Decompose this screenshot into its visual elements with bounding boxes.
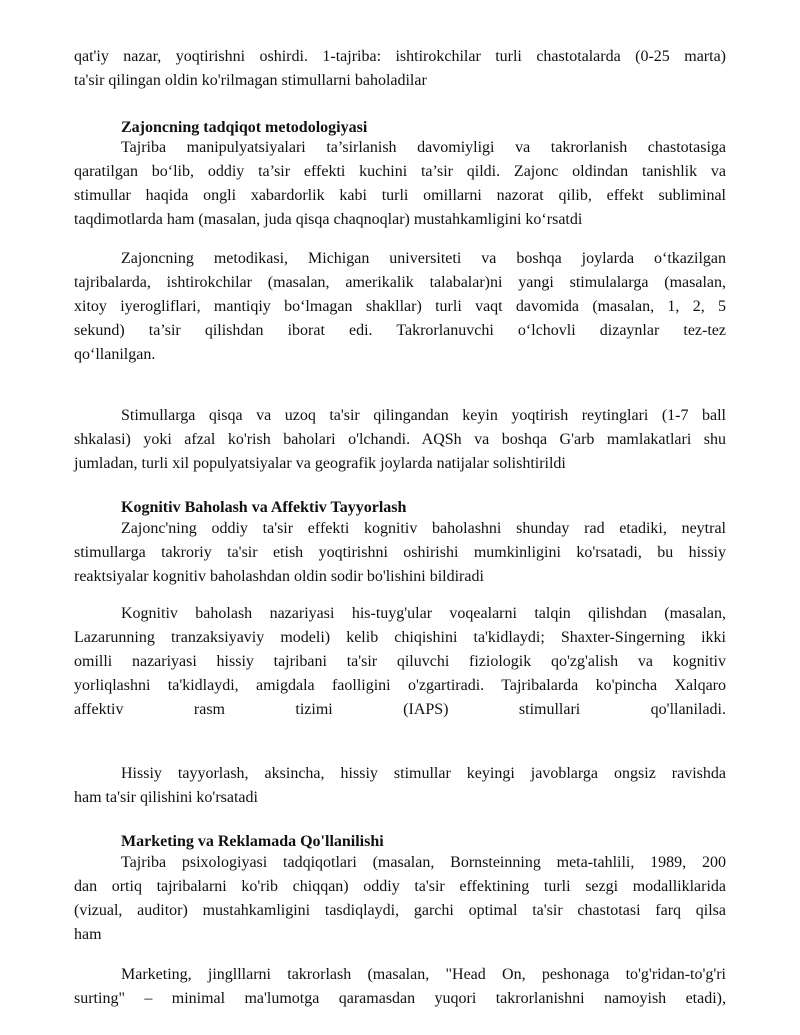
text-line: Zajoncning metodikasi, Michigan universiteti va boshqa joylarda o‘tkazilgan — [121, 250, 726, 267]
text-line: Zajonc'ning oddiy ta'sir effekti kognitiv baholashni shunday rad etadiki, neytral — [121, 520, 726, 537]
text-line: Stimullarga qisqa va uzoq ta'sir qilingandan keyin yoqtirish reytinglari (1-7 ball — [121, 407, 726, 424]
text-line: (vizual, auditor) mustahkamligini tasdiqlaydi, garchi optimal ta'sir chastotasi farq qilsa — [74, 902, 726, 919]
paragraph-affective-priming — [74, 762, 726, 810]
paragraph-methodology-3 — [74, 404, 726, 476]
text-line: stimullarga takroriy ta'sir etish yoqtirishni oshirishi mumkinligini ko'rsatadi, bu hissiy — [74, 544, 726, 561]
paragraph-experiment-1 — [74, 45, 726, 93]
text-line: taqdimotlarda ham (masalan, juda qisqa chaqnoqlar) mustahkamligini ko‘rsatdi — [74, 211, 583, 228]
text-line: Marketing, jinglllarni takrorlash (masalan, "Head On, peshonaga to'g'ridan-to'g'ri — [121, 966, 726, 983]
text-line: shkalasi) yoki afzal ko'rish baholari o'lchandi. AQSh va boshqa G'arb mamlakatlari shu — [74, 431, 726, 448]
section-heading-cognitive-appraisal: Kognitiv Baholash va Affektiv Tayyorlash — [121, 499, 407, 516]
text-line: qo‘llanilgan. — [74, 346, 156, 363]
section-heading-methodology: Zajoncning tadqiqot metodologiyasi — [121, 119, 368, 136]
text-line: Hissiy tayyorlash, aksincha, hissiy stimullar keyingi javoblarga ongsiz ravishda — [121, 765, 726, 782]
text-line: tajribalarda, ishtirokchilar (masalan, amerikalik talabalar)ni yangi stimulalarga (masalan, — [74, 274, 726, 291]
text-line: yorliqlashni ta'kidlaydi, amigdala faolligini o'zgartiradi. Tajribalarda ko'pincha Xalqaro — [74, 677, 726, 694]
text-line: Lazarunning tranzaksiyaviy modeli) kelib chiqishini ta'kidlaydi; Shaxter-Singerning ikki — [74, 629, 726, 646]
paragraph-cognitive-2 — [74, 602, 726, 722]
text-line: Tajriba manipulyatsiyalari ta’sirlanish davomiyligi va takrorlanish chastotasiga — [121, 139, 726, 156]
paragraph-marketing-2 — [74, 963, 726, 1011]
section-heading-marketing: Marketing va Reklamada Qo'llanilishi — [121, 833, 384, 850]
text-line: Tajriba psixologiyasi tadqiqotlari (masalan, Bornsteinning meta-tahlili, 1989, 200 — [121, 854, 726, 871]
text-line: stimullar haqida ongli xabardorlik kabi turli omillarni nazorat qilib, effekt subliminal — [74, 187, 726, 204]
text-line: qaratilgan bo‘lib, oddiy ta’sir effekti kuchini ta’sir qildi. Zajonc oldindan tanishlik va — [74, 163, 726, 180]
text-line: ta'sir qilingan oldin ko'rilmagan stimullarni baholadilar — [74, 72, 427, 89]
paragraph-methodology-1 — [74, 136, 726, 232]
text-line: affektiv rasm tizimi (IAPS) stimullari qo'llaniladi. — [74, 701, 726, 718]
text-line: surting" – minimal ma'lumotga qaramasdan yuqori takrorlanishni namoyish etadi), — [74, 990, 726, 1007]
text-line: dan ortiq tajribalarni ko'rib chiqqan) oddiy ta'sir effektining turli sezgi modalliklarida — [74, 878, 726, 895]
text-line: reaktsiyalar kognitiv baholashdan oldin sodir bo'lishini bildiradi — [74, 568, 484, 585]
text-line: Kognitiv baholash nazariyasi his-tuyg'ular voqealarni talqin qilishdan (masalan, — [121, 605, 726, 622]
paragraph-cognitive-1 — [74, 517, 726, 589]
paragraph-methodology-2 — [74, 247, 726, 367]
text-line: ham ta'sir qilishini ko'rsatadi — [74, 789, 258, 806]
text-line: omilli nazariyasi hissiy tajribani ta'sir qiluvchi fiziologik qo'zg'alish va kognitiv — [74, 653, 726, 670]
text-line: sekund) ta’sir qilishdan iborat edi. Takrorlanuvchi o‘lchovli dizaynlar tez-tez — [74, 322, 726, 339]
paragraph-marketing-1 — [74, 851, 726, 947]
text-line: xitoy iyerogliflari, mantiqiy bo‘lmagan shakllar) turli vaqt davomida (masalan, 1, 2, 5 — [74, 298, 726, 315]
text-line: ham — [74, 926, 102, 943]
text-line: jumladan, turli xil populyatsiyalar va geografik joylarda natijalar solishtirildi — [74, 455, 566, 472]
text-line: qat'iy nazar, yoqtirishni oshirdi. 1-tajriba: ishtirokchilar turli chastotalarda (0-25 marta) — [74, 48, 726, 65]
